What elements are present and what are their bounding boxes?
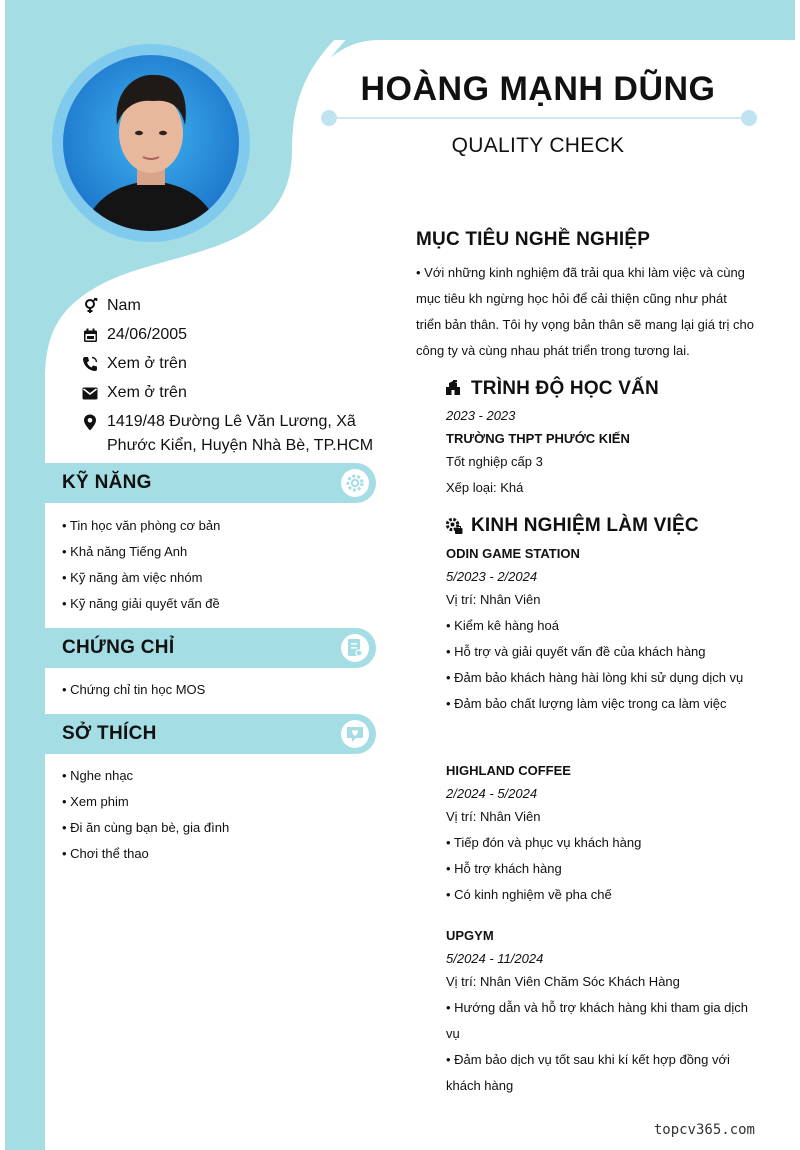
skill-item: • Kỹ năng àm việc nhóm xyxy=(62,570,203,585)
contact-dob xyxy=(80,323,377,347)
job-line: Vị trí: Nhân Viên xyxy=(446,592,541,607)
address-line-1: 1419/48 Đường Lê Văn Lương, Xã xyxy=(107,413,356,430)
job-line: • Đảm bảo chất lượng làm việc trong ca làm việc xyxy=(446,696,727,711)
job-period: 5/2023 - 2/2024 xyxy=(446,569,538,584)
location-pin-icon xyxy=(80,410,100,434)
certificate-item: • Chứng chỉ tin học MOS xyxy=(62,682,206,697)
gear-icon xyxy=(341,469,369,497)
footer-site: topcv365.com xyxy=(653,1122,755,1138)
job-line: • Hướng dẫn và hỗ trợ khách hàng khi tham gia dịch xyxy=(446,1000,749,1015)
calendar-icon xyxy=(80,323,100,347)
envelope-icon xyxy=(80,381,100,405)
job-period: 2/2024 - 5/2024 xyxy=(446,786,538,801)
skill-item: • Kỹ năng giải quyết vấn đề xyxy=(62,596,220,611)
skill-item: • Khả năng Tiếng Anh xyxy=(62,544,188,559)
certificates-heading: CHỨNG CHỈ xyxy=(62,637,175,658)
job-line: khách hàng xyxy=(446,1078,514,1093)
title-divider xyxy=(320,109,758,127)
objective-line: công ty và cùng nhau phát triển trong tương lai. xyxy=(416,343,690,358)
company-name: UPGYM xyxy=(446,928,494,943)
job-line: Vị trí: Nhân Viên Chăm Sóc Khách Hàng xyxy=(446,974,680,989)
email-text: Xem ở trên xyxy=(107,384,187,401)
job-line: • Hỗ trợ và giải quyết vấn đề của khách hàng xyxy=(446,644,706,659)
objective-line: • Với những kinh nghiệm đã trải qua khi làm việc và cùng xyxy=(416,265,745,280)
education-period: 2023 - 2023 xyxy=(446,408,516,423)
work-experience-icon xyxy=(445,517,463,540)
job-line: • Đảm bảo khách hàng hài lòng khi sử dụng dịch vụ xyxy=(446,670,744,685)
job-line: Vị trí: Nhân Viên xyxy=(446,809,541,824)
job-line: • Đảm bảo dịch vụ tốt sau khi kí kết hợp đồng với xyxy=(446,1052,730,1067)
dob-text: 24/06/2005 xyxy=(107,326,188,343)
document-icon xyxy=(341,634,369,662)
objective-line: triển bản thân. Tôi hy vọng bản thân sẽ mang lại giá trị cho xyxy=(416,317,754,332)
hobby-item: • Đi ăn cùng bạn bè, gia đình xyxy=(62,820,230,835)
company-name: HIGHLAND COFFEE xyxy=(446,763,571,778)
job-line: vụ xyxy=(446,1026,460,1041)
job-period: 5/2024 - 11/2024 xyxy=(446,951,544,966)
contact-phone xyxy=(80,352,377,376)
certificates-header xyxy=(45,628,376,668)
hobbies-heading: SỞ THÍCH xyxy=(62,723,157,744)
gender-text: Nam xyxy=(107,297,141,314)
contact-email xyxy=(80,381,377,405)
phone-icon xyxy=(80,352,100,376)
job-line: • Có kinh nghiệm về pha chế xyxy=(446,887,612,902)
heart-chat-icon xyxy=(341,720,369,748)
skills-header xyxy=(45,463,376,503)
hobby-item: • Nghe nhạc xyxy=(62,768,134,783)
objective-heading: MỤC TIÊU NGHỀ NGHIỆP xyxy=(416,229,651,250)
hobby-item: • Xem phim xyxy=(62,794,129,809)
education-line: Tốt nghiệp cấp 3 xyxy=(446,454,543,469)
skill-item: • Tin học văn phòng cơ bản xyxy=(62,518,221,533)
objective-line: mục tiêu kh ngừng học hỏi để cải thiện cũng như phát xyxy=(416,291,727,306)
job-line: • Hỗ trợ khách hàng xyxy=(446,861,562,876)
education-heading: TRÌNH ĐỘ HỌC VẤN xyxy=(471,378,659,399)
school-name: TRƯỜNG THPT PHƯỚC KIẾN xyxy=(446,431,630,446)
job-title: QUALITY CHECK xyxy=(451,134,625,157)
gender-icon xyxy=(80,294,100,318)
experience-heading: KINH NGHIỆM LÀM VIỆC xyxy=(471,515,699,536)
avatar xyxy=(63,55,239,231)
candidate-name: HOÀNG MẠNH DŨNG xyxy=(360,70,716,108)
address-line-2: Phước Kiển, Huyện Nhà Bè, TP.HCM xyxy=(107,437,374,454)
skills-heading: KỸ NĂNG xyxy=(62,472,152,493)
job-line: • Tiếp đón và phục vụ khách hàng xyxy=(446,835,642,850)
job-line: • Kiểm kê hàng hoá xyxy=(446,618,559,633)
hobbies-header xyxy=(45,714,376,754)
company-name: ODIN GAME STATION xyxy=(446,546,580,561)
contact-address xyxy=(80,410,377,458)
hobby-item: • Chơi thể thao xyxy=(62,846,149,861)
education-line: Xếp loại: Khá xyxy=(446,480,524,495)
contact-gender xyxy=(80,294,377,318)
education-icon xyxy=(445,380,461,401)
phone-text: Xem ở trên xyxy=(107,355,187,372)
